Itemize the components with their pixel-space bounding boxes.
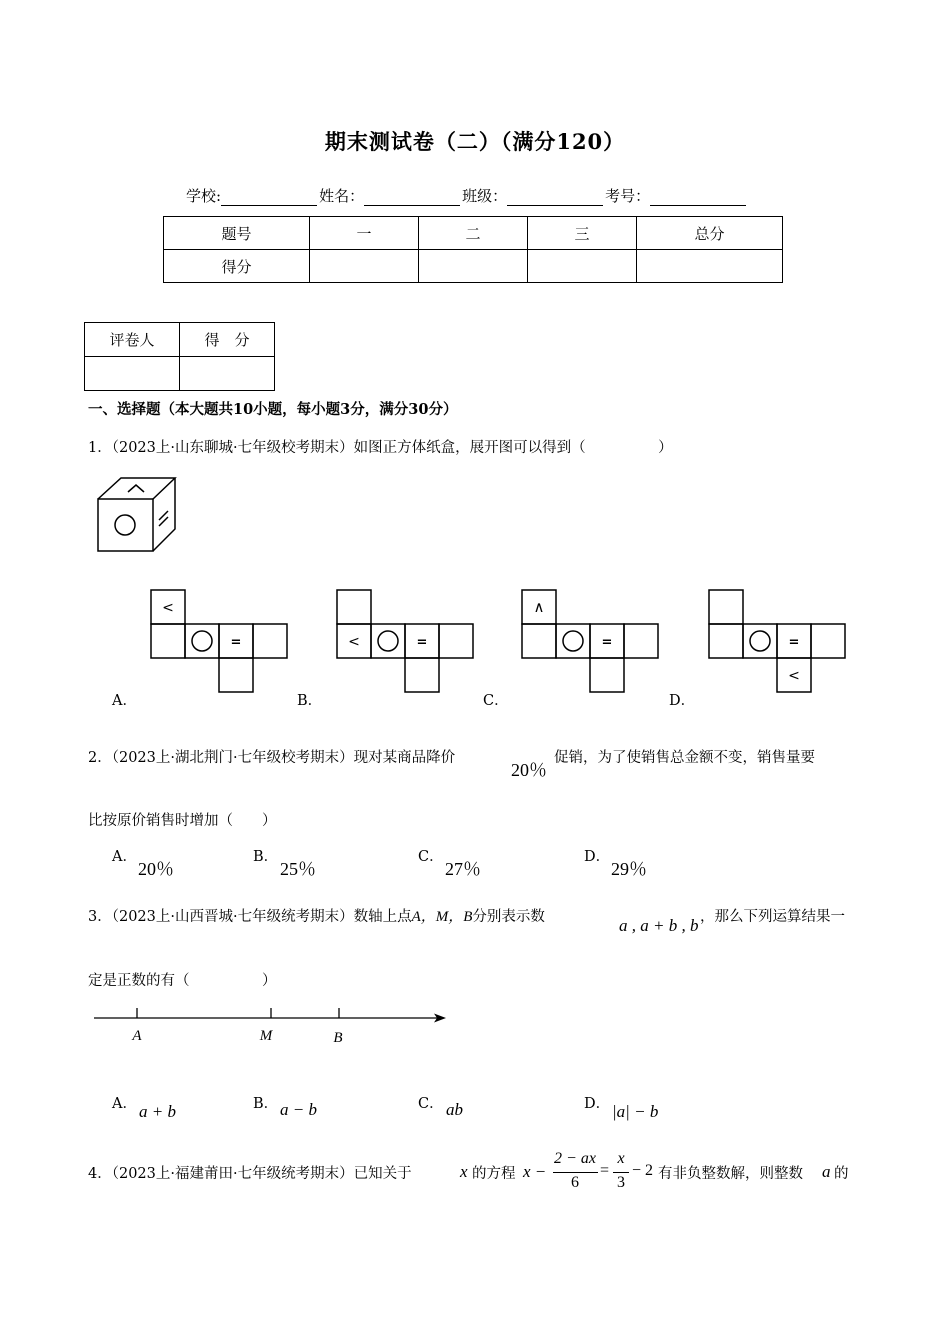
axis-label-a: A (132, 1028, 142, 1044)
question-4-stem-part-2: 的方程 (472, 1166, 516, 1182)
net-option-d (708, 589, 848, 693)
school-label: 学校: (186, 187, 222, 205)
score-header-cell: 三 (528, 217, 637, 250)
score-cell[interactable] (528, 250, 637, 283)
question-2-percent: 20％ (511, 760, 547, 780)
grader-score-cell[interactable] (180, 357, 275, 391)
net-c-eq-symbol: = (601, 635, 613, 650)
q2-option-b-value: 25％ (280, 859, 316, 879)
score-row-label: 得分 (164, 250, 310, 283)
q1-option-b[interactable]: B． (297, 693, 323, 709)
grader-label: 评卷人 (85, 323, 180, 357)
score-cell[interactable] (637, 250, 783, 283)
q3-option-c-label[interactable]: C． (418, 1096, 444, 1112)
question-3-stem-part-4: 定是正数的有（ ） (88, 973, 277, 989)
question-2-stem-part-2: 促销，为了使销售总金额不变，销售量要 (554, 750, 815, 766)
q2-option-c-label[interactable]: C． (418, 849, 444, 865)
question-4-frac1-denominator: 6 (571, 1174, 579, 1191)
class-blank[interactable] (507, 190, 603, 206)
score-header-cell: 总分 (637, 217, 783, 250)
q3-option-a-label[interactable]: A． (112, 1096, 137, 1112)
q2-option-a-label[interactable]: A． (112, 849, 137, 865)
question-4-eq-tail: − 2 (632, 1162, 654, 1179)
net-b-eq-symbol: = (416, 635, 428, 650)
q3-option-b-value: a − b (280, 1100, 317, 1119)
name-label: 姓名： (319, 187, 365, 205)
grader-score-label: 得 分 (180, 323, 275, 357)
net-c-caret-symbol: ∧ (533, 598, 545, 616)
exam-no-blank[interactable] (650, 190, 746, 206)
grader-cell[interactable] (85, 357, 180, 391)
question-4-frac1-numerator: 2 − ax (554, 1150, 596, 1167)
school-blank[interactable] (221, 190, 317, 206)
name-blank[interactable] (364, 190, 460, 206)
score-header-cell: 题号 (164, 217, 310, 250)
question-3-stem (88, 905, 545, 926)
q3-option-c-value: ab (446, 1100, 463, 1119)
net-option-b (336, 589, 476, 693)
score-header-row (164, 217, 783, 250)
question-2-stem-part-1: 2．（2023上·湖北荆门·七年级校考期末）现对某商品降价 (88, 750, 456, 766)
question-3-stem-part-2: 分别表示数 (472, 909, 545, 925)
q1-option-d[interactable]: D． (669, 693, 696, 709)
axis-label-m: M (259, 1028, 273, 1044)
score-header-cell: 二 (419, 217, 528, 250)
q2-option-c-value: 27％ (445, 859, 481, 879)
q1-option-a[interactable]: A． (112, 693, 137, 709)
question-4-frac2-denominator: 3 (617, 1174, 625, 1191)
net-d-eq-symbol: = (788, 635, 800, 650)
net-a-eq-symbol: = (230, 635, 242, 650)
q1-option-c[interactable]: C． (483, 693, 509, 709)
net-a-lt-symbol: < (162, 600, 174, 616)
exam-no-label: 考号： (605, 187, 651, 205)
q2-option-d-value: 29％ (611, 859, 647, 879)
cube-figure (95, 474, 185, 554)
net-b-lt-symbol: < (348, 634, 360, 650)
section-heading: 一、选择题（本大题共10小题，每小题3分，满分30分） (88, 401, 458, 418)
q3-option-d-value: |a| − b (612, 1102, 659, 1121)
grader-table (84, 322, 275, 391)
score-cell[interactable] (419, 250, 528, 283)
question-3-stem-part-1: 3．（2023上·山西晋城·七年级统考期末）数轴上点 (88, 909, 412, 925)
net-option-c (521, 589, 661, 693)
q2-option-b-label[interactable]: B． (253, 849, 279, 865)
score-row (164, 250, 783, 283)
question-3-expression: a , a + b , b (619, 916, 699, 935)
question-4-frac2-bar (613, 1172, 629, 1173)
question-3-points: A，M，B (411, 909, 473, 925)
question-4-var-x: x (460, 1162, 468, 1181)
question-4-eq-sign: = (600, 1162, 610, 1179)
number-line (92, 1003, 448, 1049)
net-option-a (150, 589, 290, 693)
question-4-stem-part-3: 有非负整数解，则整数 (658, 1166, 803, 1182)
question-4-stem-part-4: 的 (834, 1166, 849, 1182)
question-4-frac1-bar (553, 1172, 598, 1173)
page-title: 期末测试卷（二）（满分120） (324, 129, 626, 154)
q3-option-a-value: a + b (139, 1102, 176, 1121)
q3-option-d-label[interactable]: D． (584, 1096, 611, 1112)
net-d-lt-symbol: < (788, 668, 800, 684)
score-cell[interactable] (310, 250, 419, 283)
question-4-var-a: a (822, 1162, 831, 1181)
axis-label-b: B (333, 1030, 343, 1046)
score-header-cell: 一 (310, 217, 419, 250)
question-4-eq-x: x − (523, 1162, 547, 1181)
question-4-frac2-numerator: x (617, 1150, 625, 1167)
question-4-stem-part-1: 4．（2023上·福建莆田·七年级统考期末）已知关于 (88, 1166, 412, 1182)
class-label: 班级： (462, 187, 508, 205)
student-info-line (186, 185, 748, 206)
question-3-stem-part-3: ，那么下列运算结果一 (700, 909, 845, 925)
q2-option-d-label[interactable]: D． (584, 849, 611, 865)
score-table (163, 216, 783, 283)
q2-option-a-value: 20％ (138, 859, 174, 879)
question-2-stem-part-3: 比按原价销售时增加（ ） (88, 813, 277, 829)
q3-option-b-label[interactable]: B． (253, 1096, 279, 1112)
question-1-stem: 1．（2023上·山东聊城·七年级校考期末）如图正方体纸盒，展开图可以得到（ ） (88, 440, 673, 456)
